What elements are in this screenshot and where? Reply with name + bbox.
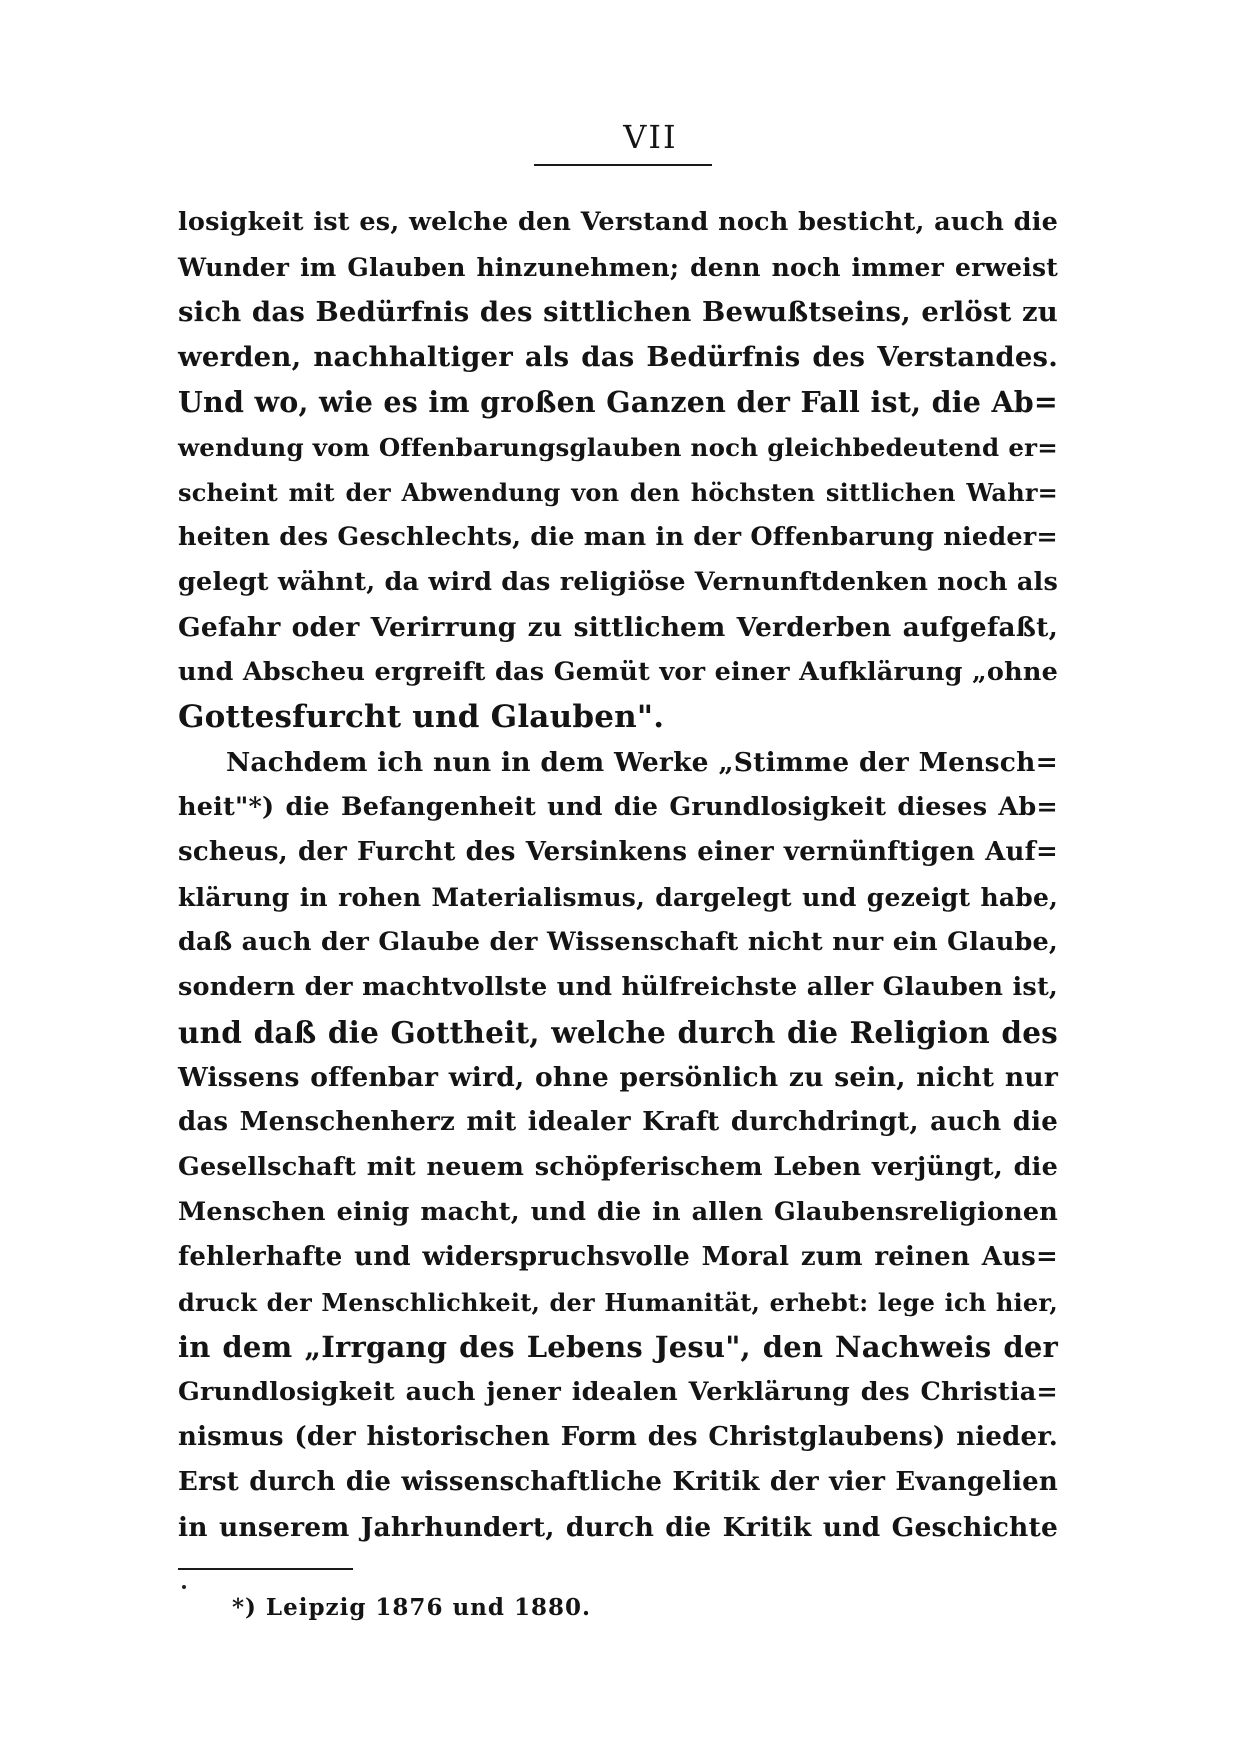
text-line: daß auch der Glaube der Wissenschaft nicht nur ein Glaube, bbox=[178, 927, 1058, 957]
footnote: *) Leipzig 1876 und 1880. bbox=[232, 1594, 592, 1621]
text-line: Grundlosigkeit auch jener idealen Verklärung des Christia= bbox=[178, 1377, 1058, 1407]
text-line: Menschen einig macht, und die in allen Glaubensreligionen bbox=[178, 1197, 1058, 1227]
text-line: Wunder im Glauben hinzunehmen; denn noch immer erweist bbox=[178, 253, 1058, 282]
text-line: Und wo, wie es im großen Ganzen der Fall ist, die Ab= bbox=[178, 385, 1058, 419]
text-line: heiten des Geschlechts, die man in der Offenbarung nieder= bbox=[178, 522, 1058, 552]
text-line: losigkeit ist es, welche den Verstand noch besticht, auch die bbox=[178, 207, 1058, 237]
header-rule bbox=[534, 164, 712, 166]
text-line: in unserem Jahrhundert, durch die Kritik und Geschichte bbox=[178, 1512, 1058, 1543]
text-line: Gefahr oder Verirrung zu sittlichem Verderben aufgefaßt, bbox=[178, 612, 1058, 643]
text-line: Wissens offenbar wird, ohne persönlich zu sein, nicht nur bbox=[178, 1062, 1058, 1093]
text-line: gelegt wähnt, da wird das religiöse Vernunftdenken noch als bbox=[178, 567, 1058, 597]
text-line: scheus, der Furcht des Versinkens einer vernünftigen Auf= bbox=[178, 837, 1058, 867]
footnote-rule bbox=[178, 1568, 353, 1570]
body-text bbox=[178, 200, 1058, 1550]
text-line: nismus (der historischen Form des Christglaubens) nieder. bbox=[178, 1422, 1058, 1452]
text-line: sondern der machtvollste und hülfreichste aller Glauben ist, bbox=[178, 972, 1058, 1002]
text-line: klärung in rohen Materialismus, dargelegt und gezeigt habe, bbox=[178, 883, 1058, 912]
text-line: werden, nachhaltiger als das Bedürfnis des Verstandes. bbox=[178, 341, 1058, 373]
print-speck bbox=[182, 1585, 186, 1589]
text-line: scheint mit der Abwendung von den höchsten sittlichen Wahr= bbox=[178, 478, 1058, 507]
text-line: Erst durch die wissenschaftliche Kritik der vier Evangelien bbox=[178, 1467, 1058, 1497]
text-line: Gottesfurcht und Glauben". bbox=[178, 699, 665, 735]
text-line: fehlerhafte und widerspruchsvolle Moral zum reinen Aus= bbox=[178, 1242, 1058, 1272]
text-line: sich das Bedürfnis des sittlichen Bewußtseins, erlöst zu bbox=[178, 296, 1058, 328]
text-line: und daß die Gottheit, welche durch die Religion des bbox=[178, 1015, 1058, 1050]
text-line: Nachdem ich nun in dem Werke „Stimme der Mensch= bbox=[226, 747, 1058, 778]
text-line: druck der Menschlichkeit, der Humanität, erhebt: lege ich hier, bbox=[178, 1288, 1058, 1317]
text-line: das Menschenherz mit idealer Kraft durchdringt, auch die bbox=[178, 1107, 1058, 1137]
text-line: wendung vom Offenbarungsglauben noch gleichbedeutend er= bbox=[178, 433, 1058, 462]
page-number: VII bbox=[623, 118, 678, 156]
text-line: und Abscheu ergreift das Gemüt vor einer Aufklärung „ohne bbox=[178, 657, 1058, 687]
text-line: in dem „Irrgang des Lebens Jesu", den Nachweis der bbox=[178, 1330, 1058, 1364]
text-line: Gesellschaft mit neuem schöpferischem Leben verjüngt, die bbox=[178, 1152, 1058, 1182]
text-line: heit"*) die Befangenheit und die Grundlosigkeit dieses Ab= bbox=[178, 792, 1058, 822]
